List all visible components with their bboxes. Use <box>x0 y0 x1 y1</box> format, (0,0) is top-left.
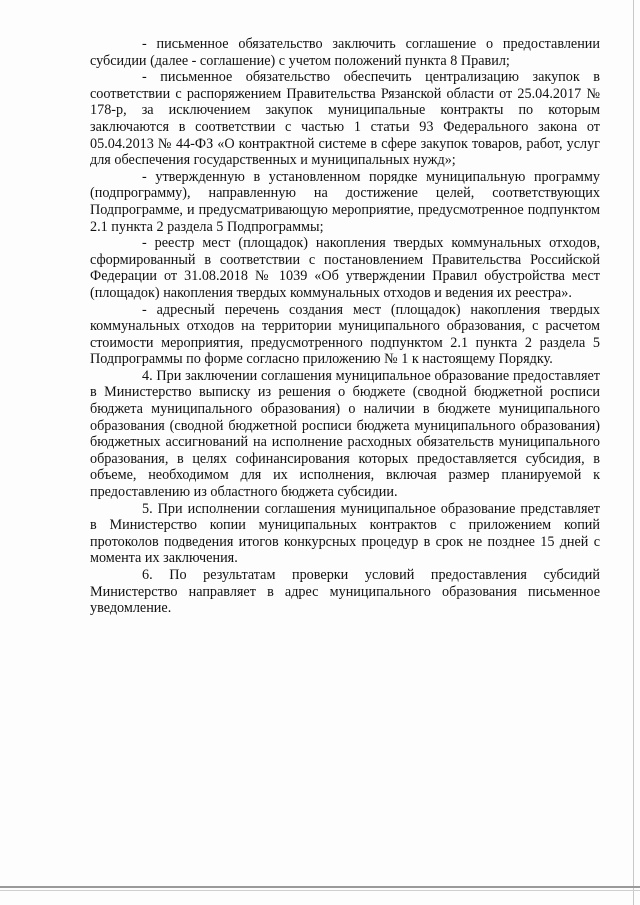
scan-edge-bottom <box>0 886 640 888</box>
scan-edge-bottom-shadow <box>0 890 640 891</box>
document-body <box>90 36 600 617</box>
paragraph-obligation-agreement: - письменное обязательство заключить соглашение о предоставлении субсидии (далее - соглашение) с учетом положений пункта 8 Правил; <box>90 36 600 69</box>
scan-edge-right <box>633 0 634 905</box>
paragraph-item-4: 4. При заключении соглашения муниципальное образование предоставляет в Министерство выписку из решения о бюджете (сводной бюджетной росписи бюджета муниципального образования) о наличии в бюджете муниципального образования (сводной бюджетной росписи бюджета муниципального образования) бюджетных ассигнований на исполнение расходных обязательств муниципального образования, в целях софинансирования которых предоставляется субсидия, в объеме, необходимом для их исполнения, включая размер планируемой к предоставлению из областного бюджета субсидии. <box>90 367 600 501</box>
paragraph-waste-registry: - реестр мест (площадок) накопления твердых коммунальных отходов, сформированный в соответствии с постановлением Правительства Российской Федерации от 31.08.2018 № 1039 «Об утверждении Правил обустройства мест (площадок) накопления твердых коммунальных отходов и ведения их реестра». <box>90 235 600 301</box>
paragraph-item-5: 5. При исполнении соглашения муниципальное образование представляет в Министерство копии муниципальных контрактов с приложением копий протоколов подведения итогов конкурсных процедур в срок не позднее 15 дней с момента их заключения. <box>90 500 600 567</box>
paragraph-obligation-procurement: - письменное обязательство обеспечить централизацию закупок в соответствии с распоряжением Правительства Рязанской области от 25.04.2017 № 178-р, за исключением закупок муниципальные контракты по которым заключаются в соответствии с частью 1 статьи 93 Федерального закона от 05.04.2013 № 44-ФЗ «О контрактной системе в сфере закупок товаров, работ, услуг для обеспечения государственных и муниципальных нужд»; <box>90 69 600 169</box>
paragraph-municipal-program: - утвержденную в установленном порядке муниципальную программу (подпрограмму), направленную на достижение целей, соответствующих Подпрограмме, и предусматривающую мероприятие, предусмотренное подпунктом 2.1 пункта 2 раздела 5 Подпрограммы; <box>90 168 600 235</box>
paragraph-item-6: 6. По результатам проверки условий предоставления субсидий Министерство направляет в адрес муниципального образования письменное уведомление. <box>90 567 600 617</box>
paragraph-address-list: - адресный перечень создания мест (площадок) накопления твердых коммунальных отходов на территории муниципального образования, с расчетом стоимости мероприятия, предусмотренного подпунктом 2.1 пункта 2 раздела 5 Подпрограммы по форме согласно приложению № 1 к настоящему Порядку. <box>90 301 600 368</box>
